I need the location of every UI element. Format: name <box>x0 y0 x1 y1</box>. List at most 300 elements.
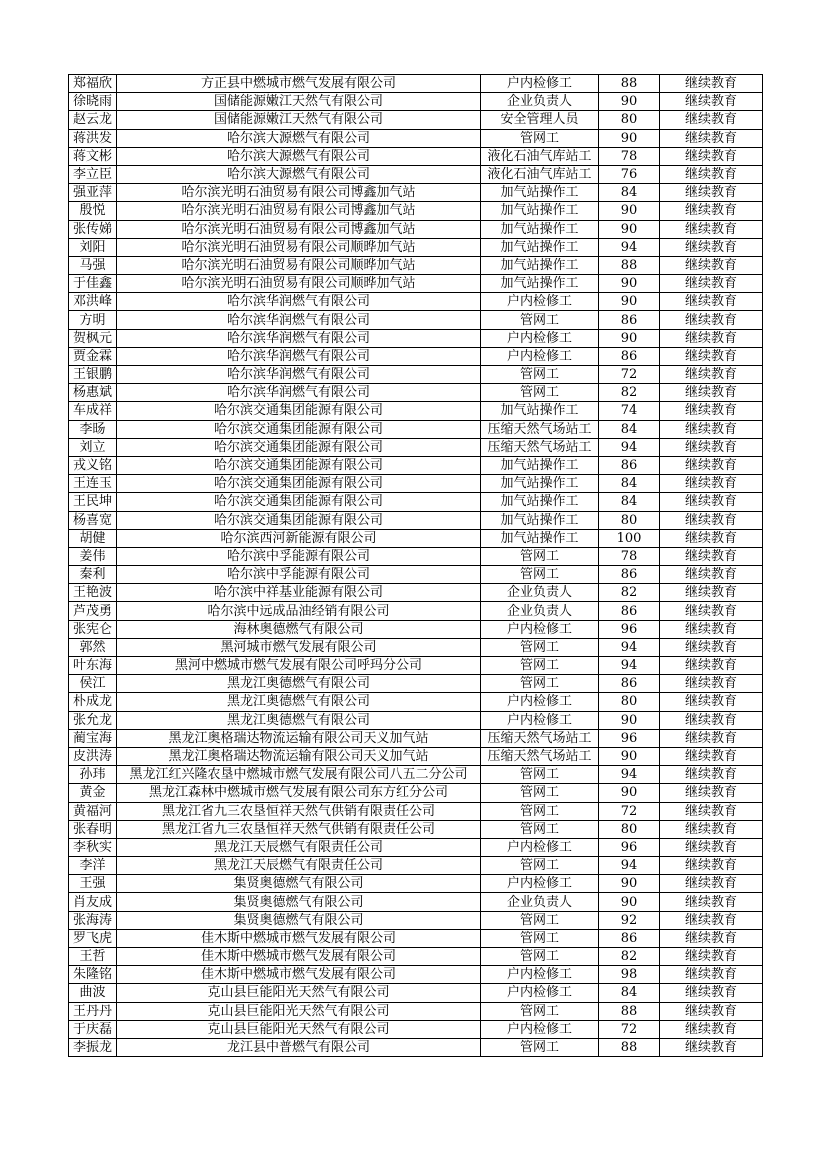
score-cell: 90 <box>599 875 660 893</box>
table-row <box>69 602 763 620</box>
job-title-cell: 液化石油气库站工 <box>481 147 599 165</box>
education-cell: 继续教育 <box>660 293 763 311</box>
education-cell: 继续教育 <box>660 566 763 584</box>
education-cell: 继续教育 <box>660 529 763 547</box>
job-title-cell: 户内检修工 <box>481 293 599 311</box>
score-cell: 72 <box>599 802 660 820</box>
job-title-cell: 加气站操作工 <box>481 238 599 256</box>
table-row <box>69 220 763 238</box>
education-cell: 继续教育 <box>660 875 763 893</box>
company-cell: 黑龙江奥格瑞达物流运输有限公司天义加气站 <box>117 729 481 747</box>
score-cell: 86 <box>599 311 660 329</box>
table-row <box>69 347 763 365</box>
table-row <box>69 948 763 966</box>
education-cell: 继续教育 <box>660 747 763 765</box>
job-title-cell: 压缩天然气场站工 <box>481 420 599 438</box>
training-results-table <box>68 74 763 1057</box>
company-cell: 哈尔滨光明石油贸易有限公司博鑫加气站 <box>117 184 481 202</box>
job-title-cell: 户内检修工 <box>481 966 599 984</box>
name-cell: 蒋洪发 <box>69 129 117 147</box>
education-cell: 继续教育 <box>660 456 763 474</box>
education-cell: 继续教育 <box>660 311 763 329</box>
table-row <box>69 820 763 838</box>
name-cell: 芦茂勇 <box>69 602 117 620</box>
name-cell: 于佳鑫 <box>69 275 117 293</box>
table-row <box>69 966 763 984</box>
table-row <box>69 420 763 438</box>
table-row <box>69 293 763 311</box>
table-row <box>69 384 763 402</box>
job-title-cell: 管网工 <box>481 129 599 147</box>
education-cell: 继续教育 <box>660 1020 763 1038</box>
score-cell: 88 <box>599 1038 660 1056</box>
score-cell: 80 <box>599 693 660 711</box>
job-title-cell: 加气站操作工 <box>481 220 599 238</box>
company-cell: 哈尔滨中孚能源有限公司 <box>117 566 481 584</box>
table-row <box>69 802 763 820</box>
table-row <box>69 911 763 929</box>
table-row <box>69 238 763 256</box>
table-row <box>69 493 763 511</box>
table-row <box>69 529 763 547</box>
score-cell: 94 <box>599 857 660 875</box>
score-cell: 80 <box>599 111 660 129</box>
name-cell: 张宪仑 <box>69 620 117 638</box>
job-title-cell: 压缩天然气场站工 <box>481 729 599 747</box>
job-title-cell: 管网工 <box>481 547 599 565</box>
name-cell: 张海涛 <box>69 911 117 929</box>
score-cell: 86 <box>599 602 660 620</box>
name-cell: 贾金霖 <box>69 347 117 365</box>
table-row <box>69 111 763 129</box>
job-title-cell: 加气站操作工 <box>481 529 599 547</box>
job-title-cell: 企业负责人 <box>481 602 599 620</box>
table-row <box>69 511 763 529</box>
name-cell: 叶东海 <box>69 657 117 675</box>
name-cell: 王哲 <box>69 948 117 966</box>
name-cell: 刘立 <box>69 438 117 456</box>
education-cell: 继续教育 <box>660 420 763 438</box>
name-cell: 马强 <box>69 256 117 274</box>
table-row <box>69 638 763 656</box>
score-cell: 88 <box>599 75 660 93</box>
education-cell: 继续教育 <box>660 184 763 202</box>
score-cell: 82 <box>599 948 660 966</box>
name-cell: 王连玉 <box>69 475 117 493</box>
education-cell: 继续教育 <box>660 511 763 529</box>
education-cell: 继续教育 <box>660 584 763 602</box>
job-title-cell: 管网工 <box>481 675 599 693</box>
company-cell: 哈尔滨光明石油贸易有限公司顺晔加气站 <box>117 256 481 274</box>
company-cell: 哈尔滨华润燃气有限公司 <box>117 366 481 384</box>
table-row <box>69 329 763 347</box>
score-cell: 90 <box>599 293 660 311</box>
job-title-cell: 管网工 <box>481 366 599 384</box>
job-title-cell: 户内检修工 <box>481 75 599 93</box>
score-cell: 90 <box>599 220 660 238</box>
company-cell: 集贤奥德燃气有限公司 <box>117 911 481 929</box>
job-title-cell: 安全管理人员 <box>481 111 599 129</box>
table-row <box>69 584 763 602</box>
score-cell: 74 <box>599 402 660 420</box>
name-cell: 罗飞虎 <box>69 929 117 947</box>
education-cell: 继续教育 <box>660 238 763 256</box>
company-cell: 黑河城市燃气发展有限公司 <box>117 638 481 656</box>
company-cell: 哈尔滨大源燃气有限公司 <box>117 147 481 165</box>
job-title-cell: 企业负责人 <box>481 93 599 111</box>
score-cell: 90 <box>599 893 660 911</box>
name-cell: 殷悦 <box>69 202 117 220</box>
score-cell: 72 <box>599 1020 660 1038</box>
job-title-cell: 户内检修工 <box>481 329 599 347</box>
name-cell: 车成祥 <box>69 402 117 420</box>
education-cell: 继续教育 <box>660 275 763 293</box>
education-cell: 继续教育 <box>660 475 763 493</box>
name-cell: 杨惠斌 <box>69 384 117 402</box>
company-cell: 哈尔滨中祥基业能源有限公司 <box>117 584 481 602</box>
job-title-cell: 户内检修工 <box>481 1020 599 1038</box>
name-cell: 李旸 <box>69 420 117 438</box>
score-cell: 86 <box>599 929 660 947</box>
job-title-cell: 加气站操作工 <box>481 475 599 493</box>
job-title-cell: 管网工 <box>481 566 599 584</box>
education-cell: 继续教育 <box>660 802 763 820</box>
company-cell: 克山县巨能阳光天然气有限公司 <box>117 984 481 1002</box>
company-cell: 海林奥德燃气有限公司 <box>117 620 481 638</box>
table-row <box>69 566 763 584</box>
education-cell: 继续教育 <box>660 948 763 966</box>
education-cell: 继续教育 <box>660 402 763 420</box>
score-cell: 94 <box>599 657 660 675</box>
job-title-cell: 加气站操作工 <box>481 456 599 474</box>
company-cell: 哈尔滨光明石油贸易有限公司顺晔加气站 <box>117 275 481 293</box>
table-row <box>69 311 763 329</box>
name-cell: 黄福河 <box>69 802 117 820</box>
name-cell: 强亚萍 <box>69 184 117 202</box>
table-row <box>69 184 763 202</box>
score-cell: 80 <box>599 820 660 838</box>
table-row <box>69 1002 763 1020</box>
score-cell: 100 <box>599 529 660 547</box>
name-cell: 刘阳 <box>69 238 117 256</box>
job-title-cell: 液化石油气库站工 <box>481 165 599 183</box>
job-title-cell: 加气站操作工 <box>481 402 599 420</box>
education-cell: 继续教育 <box>660 784 763 802</box>
company-cell: 哈尔滨大源燃气有限公司 <box>117 165 481 183</box>
company-cell: 克山县巨能阳光天然气有限公司 <box>117 1002 481 1020</box>
name-cell: 张春明 <box>69 820 117 838</box>
company-cell: 哈尔滨中远成品油经销有限公司 <box>117 602 481 620</box>
company-cell: 哈尔滨华润燃气有限公司 <box>117 329 481 347</box>
name-cell: 侯江 <box>69 675 117 693</box>
score-cell: 82 <box>599 584 660 602</box>
education-cell: 继续教育 <box>660 693 763 711</box>
company-cell: 克山县巨能阳光天然气有限公司 <box>117 1020 481 1038</box>
table-row <box>69 838 763 856</box>
company-cell: 哈尔滨光明石油贸易有限公司顺晔加气站 <box>117 238 481 256</box>
table-row <box>69 165 763 183</box>
company-cell: 哈尔滨交通集团能源有限公司 <box>117 511 481 529</box>
score-cell: 90 <box>599 275 660 293</box>
education-cell: 继续教育 <box>660 675 763 693</box>
company-cell: 国储能源嫩江天然气有限公司 <box>117 93 481 111</box>
score-cell: 84 <box>599 984 660 1002</box>
education-cell: 继续教育 <box>660 547 763 565</box>
company-cell: 黑龙江奥德燃气有限公司 <box>117 693 481 711</box>
job-title-cell: 压缩天然气场站工 <box>481 747 599 765</box>
education-cell: 继续教育 <box>660 111 763 129</box>
job-title-cell: 户内检修工 <box>481 711 599 729</box>
name-cell: 于庆磊 <box>69 1020 117 1038</box>
education-cell: 继续教育 <box>660 493 763 511</box>
score-cell: 94 <box>599 238 660 256</box>
table-row <box>69 366 763 384</box>
education-cell: 继续教育 <box>660 929 763 947</box>
education-cell: 继续教育 <box>660 820 763 838</box>
job-title-cell: 加气站操作工 <box>481 511 599 529</box>
job-title-cell: 户内检修工 <box>481 620 599 638</box>
table-row <box>69 875 763 893</box>
table-row <box>69 402 763 420</box>
table-row <box>69 693 763 711</box>
table-row <box>69 929 763 947</box>
name-cell: 赵云龙 <box>69 111 117 129</box>
education-cell: 继续教育 <box>660 1002 763 1020</box>
education-cell: 继续教育 <box>660 729 763 747</box>
score-cell: 90 <box>599 784 660 802</box>
education-cell: 继续教育 <box>660 129 763 147</box>
job-title-cell: 加气站操作工 <box>481 202 599 220</box>
education-cell: 继续教育 <box>660 220 763 238</box>
job-title-cell: 管网工 <box>481 929 599 947</box>
score-cell: 88 <box>599 256 660 274</box>
score-cell: 92 <box>599 911 660 929</box>
job-title-cell: 管网工 <box>481 1002 599 1020</box>
name-cell: 皮洪涛 <box>69 747 117 765</box>
company-cell: 哈尔滨光明石油贸易有限公司博鑫加气站 <box>117 220 481 238</box>
score-cell: 78 <box>599 147 660 165</box>
company-cell: 佳木斯中燃城市燃气发展有限公司 <box>117 966 481 984</box>
company-cell: 黑河中燃城市燃气发展有限公司呼玛分公司 <box>117 657 481 675</box>
table-row <box>69 711 763 729</box>
table-row <box>69 1038 763 1056</box>
table-row <box>69 547 763 565</box>
education-cell: 继续教育 <box>660 1038 763 1056</box>
company-cell: 黑龙江红兴隆农垦中燃城市燃气发展有限公司八五二分公司 <box>117 766 481 784</box>
job-title-cell: 管网工 <box>481 948 599 966</box>
company-cell: 哈尔滨华润燃气有限公司 <box>117 384 481 402</box>
company-cell: 哈尔滨交通集团能源有限公司 <box>117 402 481 420</box>
company-cell: 哈尔滨大源燃气有限公司 <box>117 129 481 147</box>
company-cell: 龙江县中普燃气有限公司 <box>117 1038 481 1056</box>
name-cell: 王银鹏 <box>69 366 117 384</box>
name-cell: 郑福欣 <box>69 75 117 93</box>
education-cell: 继续教育 <box>660 966 763 984</box>
name-cell: 李洋 <box>69 857 117 875</box>
company-cell: 佳木斯中燃城市燃气发展有限公司 <box>117 948 481 966</box>
company-cell: 黑龙江天辰燃气有限责任公司 <box>117 838 481 856</box>
education-cell: 继续教育 <box>660 329 763 347</box>
education-cell: 继续教育 <box>660 638 763 656</box>
table-row <box>69 75 763 93</box>
education-cell: 继续教育 <box>660 984 763 1002</box>
table-row <box>69 256 763 274</box>
score-cell: 86 <box>599 456 660 474</box>
education-cell: 继续教育 <box>660 165 763 183</box>
education-cell: 继续教育 <box>660 911 763 929</box>
score-cell: 90 <box>599 202 660 220</box>
score-cell: 84 <box>599 184 660 202</box>
score-cell: 78 <box>599 547 660 565</box>
table-row <box>69 93 763 111</box>
job-title-cell: 加气站操作工 <box>481 275 599 293</box>
education-cell: 继续教育 <box>660 766 763 784</box>
name-cell: 王强 <box>69 875 117 893</box>
score-cell: 84 <box>599 475 660 493</box>
score-cell: 86 <box>599 347 660 365</box>
name-cell: 王丹丹 <box>69 1002 117 1020</box>
company-cell: 黑龙江奥德燃气有限公司 <box>117 711 481 729</box>
table-row <box>69 456 763 474</box>
education-cell: 继续教育 <box>660 620 763 638</box>
name-cell: 贺枫元 <box>69 329 117 347</box>
job-title-cell: 管网工 <box>481 638 599 656</box>
job-title-cell: 管网工 <box>481 1038 599 1056</box>
table-row <box>69 657 763 675</box>
score-cell: 72 <box>599 366 660 384</box>
company-cell: 哈尔滨交通集团能源有限公司 <box>117 438 481 456</box>
education-cell: 继续教育 <box>660 347 763 365</box>
education-cell: 继续教育 <box>660 256 763 274</box>
job-title-cell: 管网工 <box>481 784 599 802</box>
job-title-cell: 加气站操作工 <box>481 493 599 511</box>
education-cell: 继续教育 <box>660 602 763 620</box>
score-cell: 90 <box>599 93 660 111</box>
company-cell: 哈尔滨华润燃气有限公司 <box>117 311 481 329</box>
table-row <box>69 129 763 147</box>
company-cell: 国储能源嫩江天然气有限公司 <box>117 111 481 129</box>
name-cell: 朱隆铭 <box>69 966 117 984</box>
education-cell: 继续教育 <box>660 857 763 875</box>
job-title-cell: 企业负责人 <box>481 893 599 911</box>
name-cell: 秦利 <box>69 566 117 584</box>
company-cell: 哈尔滨光明石油贸易有限公司博鑫加气站 <box>117 202 481 220</box>
name-cell: 杨喜宽 <box>69 511 117 529</box>
score-cell: 84 <box>599 493 660 511</box>
name-cell: 徐晓雨 <box>69 93 117 111</box>
education-cell: 继续教育 <box>660 438 763 456</box>
name-cell: 姜伟 <box>69 547 117 565</box>
table-row <box>69 275 763 293</box>
job-title-cell: 管网工 <box>481 820 599 838</box>
score-cell: 90 <box>599 129 660 147</box>
table-row <box>69 1020 763 1038</box>
score-cell: 88 <box>599 1002 660 1020</box>
name-cell: 郭然 <box>69 638 117 656</box>
score-cell: 86 <box>599 566 660 584</box>
job-title-cell: 管网工 <box>481 911 599 929</box>
education-cell: 继续教育 <box>660 657 763 675</box>
score-cell: 86 <box>599 675 660 693</box>
name-cell: 朴成龙 <box>69 693 117 711</box>
job-title-cell: 户内检修工 <box>481 347 599 365</box>
company-cell: 哈尔滨交通集团能源有限公司 <box>117 420 481 438</box>
job-title-cell: 管网工 <box>481 766 599 784</box>
company-cell: 黑龙江省九三农垦恒祥天然气供销有限责任公司 <box>117 802 481 820</box>
company-cell: 哈尔滨华润燃气有限公司 <box>117 293 481 311</box>
job-title-cell: 户内检修工 <box>481 693 599 711</box>
education-cell: 继续教育 <box>660 366 763 384</box>
company-cell: 哈尔滨华润燃气有限公司 <box>117 347 481 365</box>
table-row <box>69 857 763 875</box>
table-body <box>69 75 763 1057</box>
education-cell: 继续教育 <box>660 838 763 856</box>
table-row <box>69 984 763 1002</box>
score-cell: 96 <box>599 729 660 747</box>
table-row <box>69 202 763 220</box>
name-cell: 蔺宝海 <box>69 729 117 747</box>
score-cell: 90 <box>599 747 660 765</box>
company-cell: 黑龙江天辰燃气有限责任公司 <box>117 857 481 875</box>
name-cell: 曲波 <box>69 984 117 1002</box>
name-cell: 李振龙 <box>69 1038 117 1056</box>
score-cell: 82 <box>599 384 660 402</box>
company-cell: 哈尔滨中孚能源有限公司 <box>117 547 481 565</box>
table-row <box>69 147 763 165</box>
company-cell: 佳木斯中燃城市燃气发展有限公司 <box>117 929 481 947</box>
education-cell: 继续教育 <box>660 711 763 729</box>
education-cell: 继续教育 <box>660 893 763 911</box>
job-title-cell: 户内检修工 <box>481 875 599 893</box>
name-cell: 李立臣 <box>69 165 117 183</box>
table-row <box>69 475 763 493</box>
score-cell: 96 <box>599 620 660 638</box>
name-cell: 蒋文彬 <box>69 147 117 165</box>
table-row <box>69 438 763 456</box>
job-title-cell: 户内检修工 <box>481 984 599 1002</box>
name-cell: 李秋实 <box>69 838 117 856</box>
score-cell: 96 <box>599 838 660 856</box>
company-cell: 黑龙江奥格瑞达物流运输有限公司天义加气站 <box>117 747 481 765</box>
job-title-cell: 管网工 <box>481 311 599 329</box>
score-cell: 90 <box>599 329 660 347</box>
table-row <box>69 620 763 638</box>
name-cell: 张传娣 <box>69 220 117 238</box>
table-row <box>69 766 763 784</box>
score-cell: 76 <box>599 165 660 183</box>
job-title-cell: 管网工 <box>481 857 599 875</box>
company-cell: 哈尔滨交通集团能源有限公司 <box>117 456 481 474</box>
job-title-cell: 企业负责人 <box>481 584 599 602</box>
score-cell: 94 <box>599 638 660 656</box>
company-cell: 集贤奥德燃气有限公司 <box>117 875 481 893</box>
education-cell: 继续教育 <box>660 75 763 93</box>
job-title-cell: 加气站操作工 <box>481 184 599 202</box>
name-cell: 张允龙 <box>69 711 117 729</box>
company-cell: 哈尔滨交通集团能源有限公司 <box>117 493 481 511</box>
name-cell: 戎义铭 <box>69 456 117 474</box>
name-cell: 王民坤 <box>69 493 117 511</box>
name-cell: 肖友成 <box>69 893 117 911</box>
score-cell: 80 <box>599 511 660 529</box>
company-cell: 集贤奥德燃气有限公司 <box>117 893 481 911</box>
name-cell: 胡健 <box>69 529 117 547</box>
table-row <box>69 747 763 765</box>
table-row <box>69 784 763 802</box>
education-cell: 继续教育 <box>660 147 763 165</box>
company-cell: 哈尔滨交通集团能源有限公司 <box>117 475 481 493</box>
name-cell: 黄金 <box>69 784 117 802</box>
